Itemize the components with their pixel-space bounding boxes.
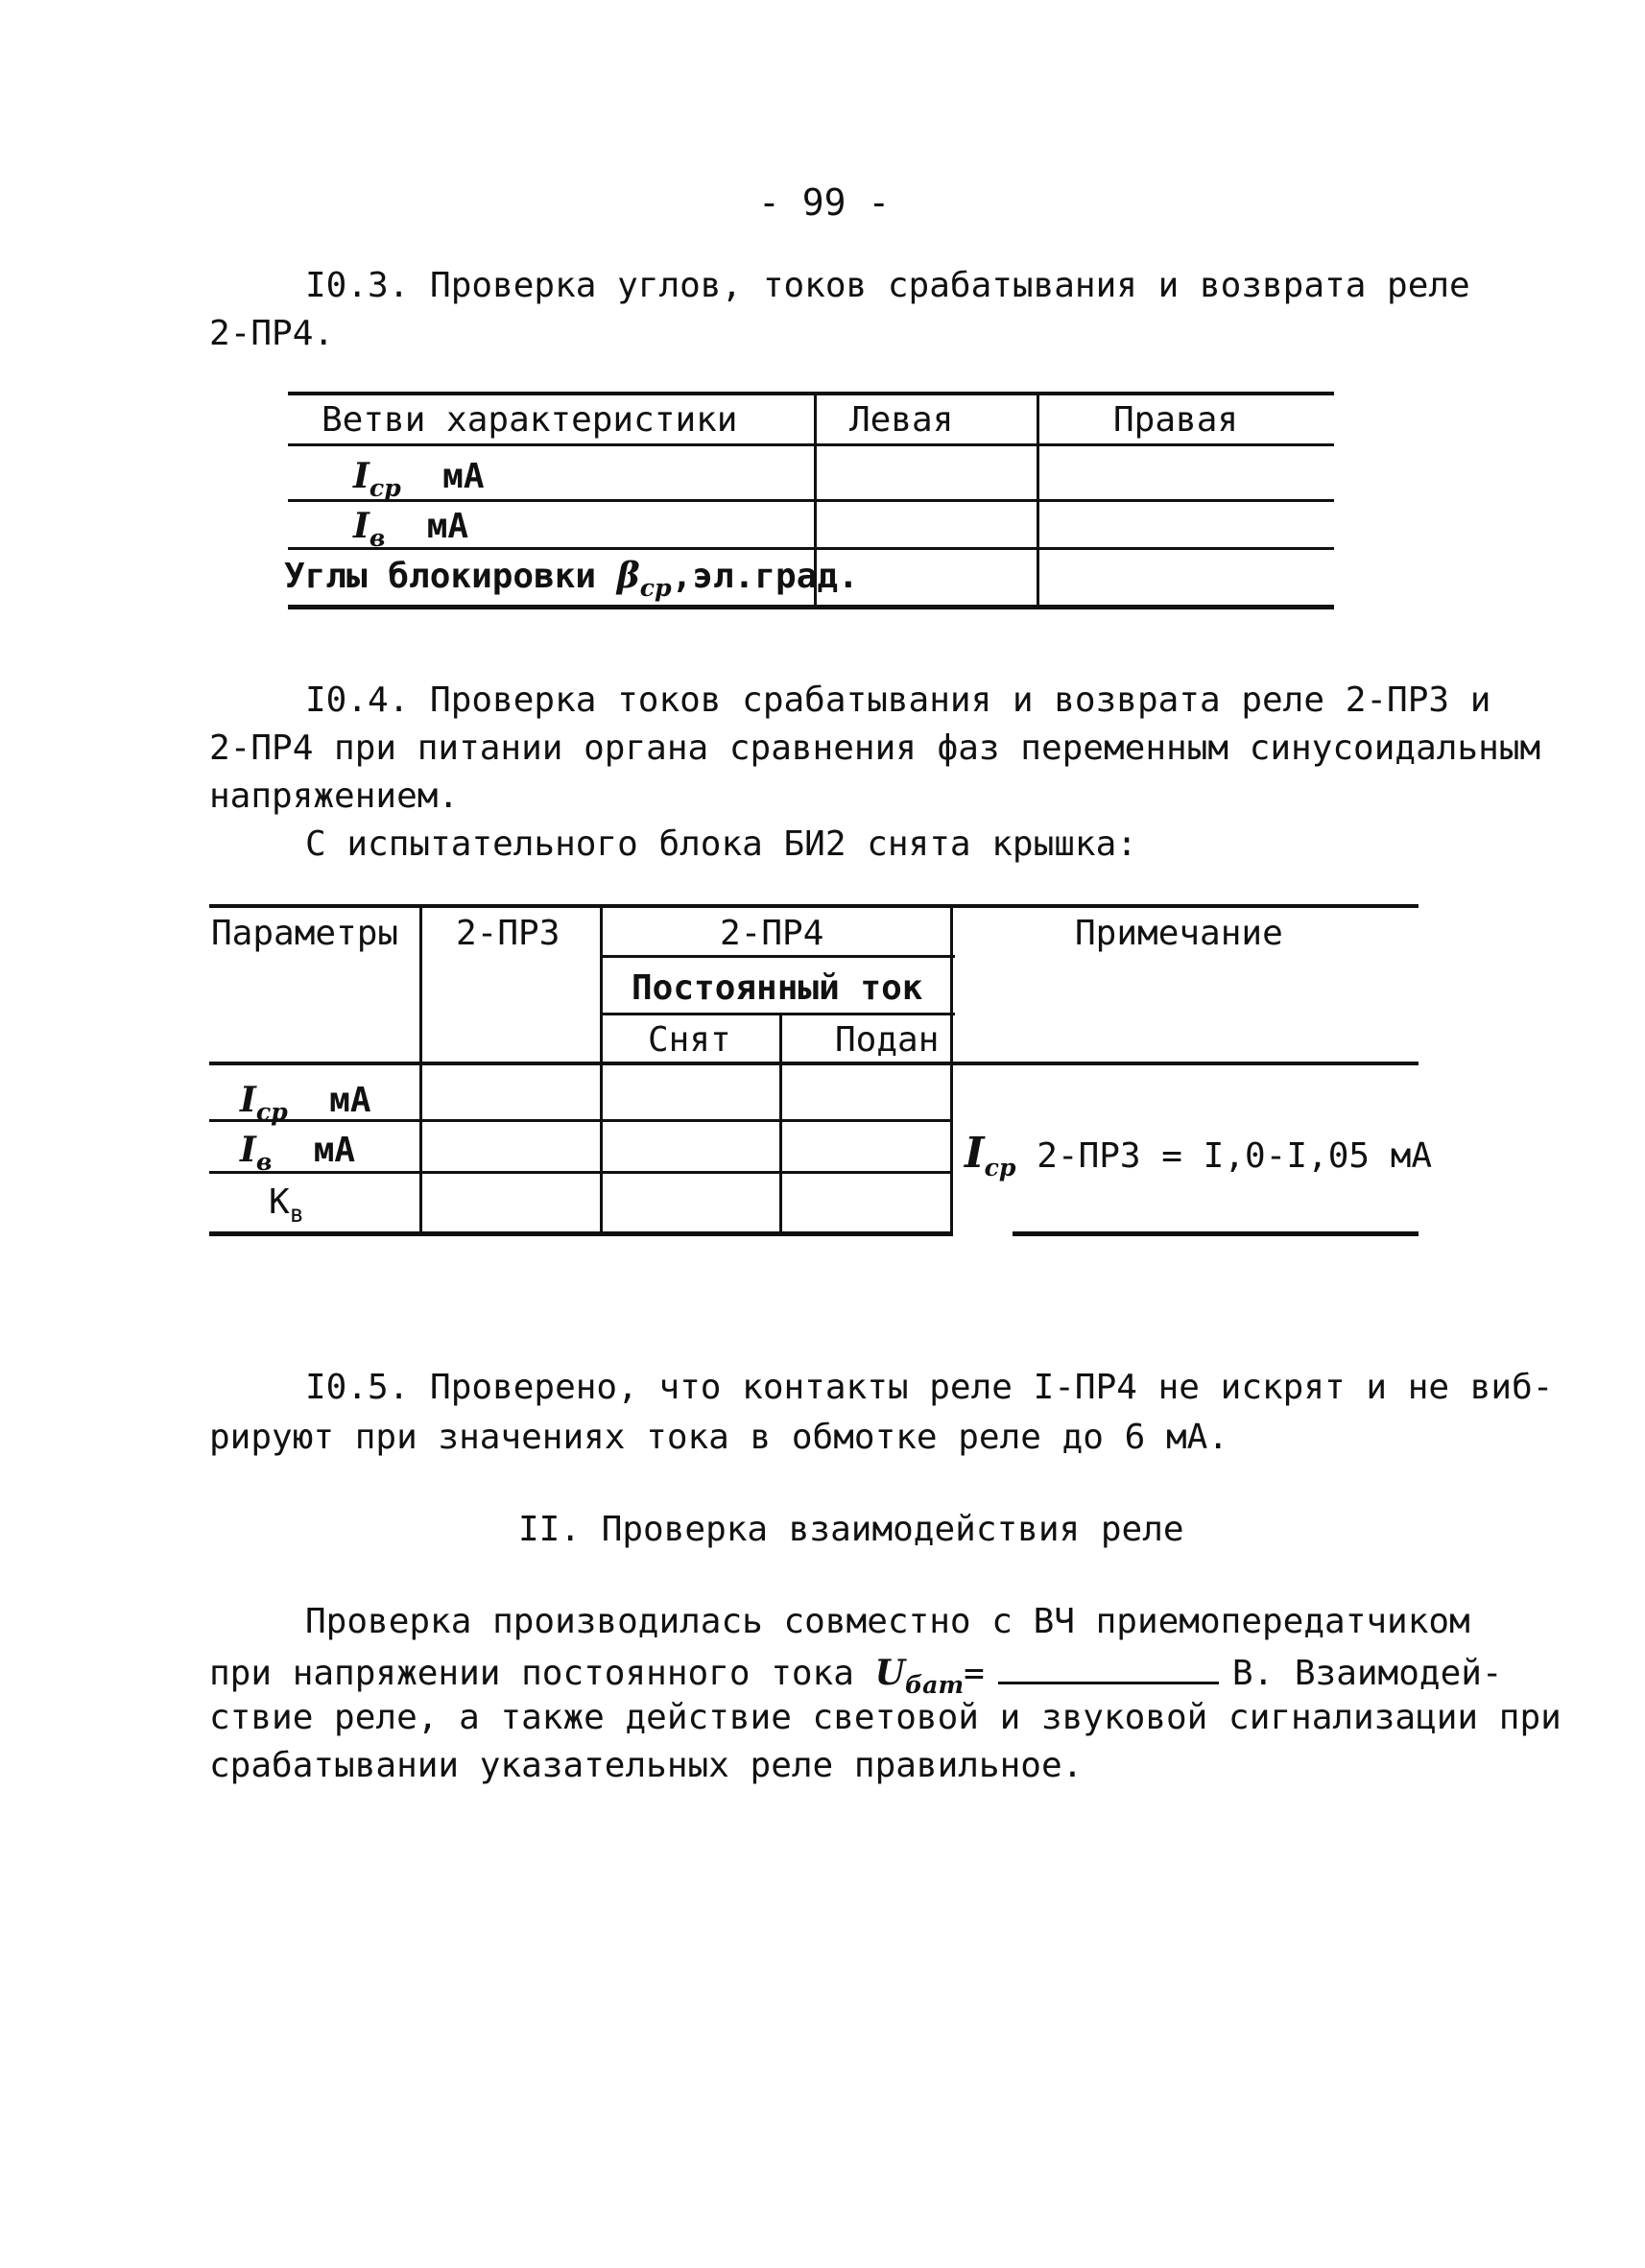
section-10-4-line2: 2-ПР4 при питании органа сравнения фаз переменным синусоидальным bbox=[209, 728, 1541, 768]
section-11-line4: срабатывании указательных реле правильное. bbox=[209, 1746, 1084, 1785]
table-10-4-note: $I_{ср}$ 2-ПР3 = I,0-I,05 мА bbox=[965, 1129, 1433, 1182]
table-10-4-row-kv: $К_в$ bbox=[269, 1182, 304, 1228]
section-11-line2: при напряжении постоянного тока $U_{бат}= В$. Взаимодей- bbox=[209, 1653, 1503, 1699]
section-10-4-line4: С испытательного блока БИ2 снята крышка: bbox=[305, 824, 1137, 864]
table-10-4-row-icp: $I_{ср}$ мА bbox=[240, 1080, 371, 1126]
voltage-blank-field bbox=[998, 1653, 1219, 1684]
section-10-5-line1: I0.5. Проверено, что контакты реле I-ПР4 не искрят и не виб- bbox=[305, 1368, 1554, 1407]
section-10-3-heading: I0.3. Проверка углов, токов срабатывания и возврата реле bbox=[305, 266, 1470, 305]
table-10-4-row-ib: $I_в$ мА bbox=[240, 1130, 356, 1176]
section-10-4-line1: I0.4. Проверка токов срабатывания и возврата реле 2-ПР3 и bbox=[305, 680, 1491, 720]
table-10-3-row-ib: $I_в$ мА bbox=[353, 506, 469, 552]
table-10-4-header-params: Параметры bbox=[211, 914, 399, 953]
table-10-3-row-angles: Углы блокировки $\beta_{ср},эл.град$. bbox=[284, 556, 859, 602]
table-10-3-header-right: Правая bbox=[1113, 400, 1239, 440]
table-10-4-subheader-dc: Постоянный ток bbox=[632, 968, 923, 1008]
section-11-line1: Проверка производилась совместно с ВЧ приемопередатчиком bbox=[305, 1602, 1470, 1641]
table-10-3-row-icp: $I_{ср}$ мА bbox=[353, 456, 485, 502]
section-10-3-heading-cont: 2-ПР4. bbox=[209, 314, 335, 353]
section-11-title: II. Проверка взаимодействия реле bbox=[518, 1510, 1184, 1549]
section-10-4-line3: напряжением. bbox=[209, 776, 460, 816]
page-number: - 99 - bbox=[758, 181, 891, 224]
table-10-4-header-note: Примечание bbox=[1075, 914, 1283, 953]
table-10-3-header-branches: Ветви характеристики bbox=[322, 400, 738, 440]
table-10-4-sub-removed: Снят bbox=[648, 1020, 731, 1060]
table-10-4-header-2pr3: 2-ПР3 bbox=[456, 914, 560, 953]
table-10-4-header-2pr4: 2-ПР4 bbox=[720, 914, 824, 953]
table-10-3-header-left: Левая bbox=[849, 400, 954, 440]
section-10-5-line2: рируют при значениях тока в обмотке реле до 6 мА. bbox=[209, 1418, 1229, 1457]
table-10-4-sub-applied: Подан bbox=[835, 1020, 940, 1060]
section-11-line3: ствие реле, а также действие световой и звуковой сигнализации при bbox=[209, 1698, 1562, 1737]
